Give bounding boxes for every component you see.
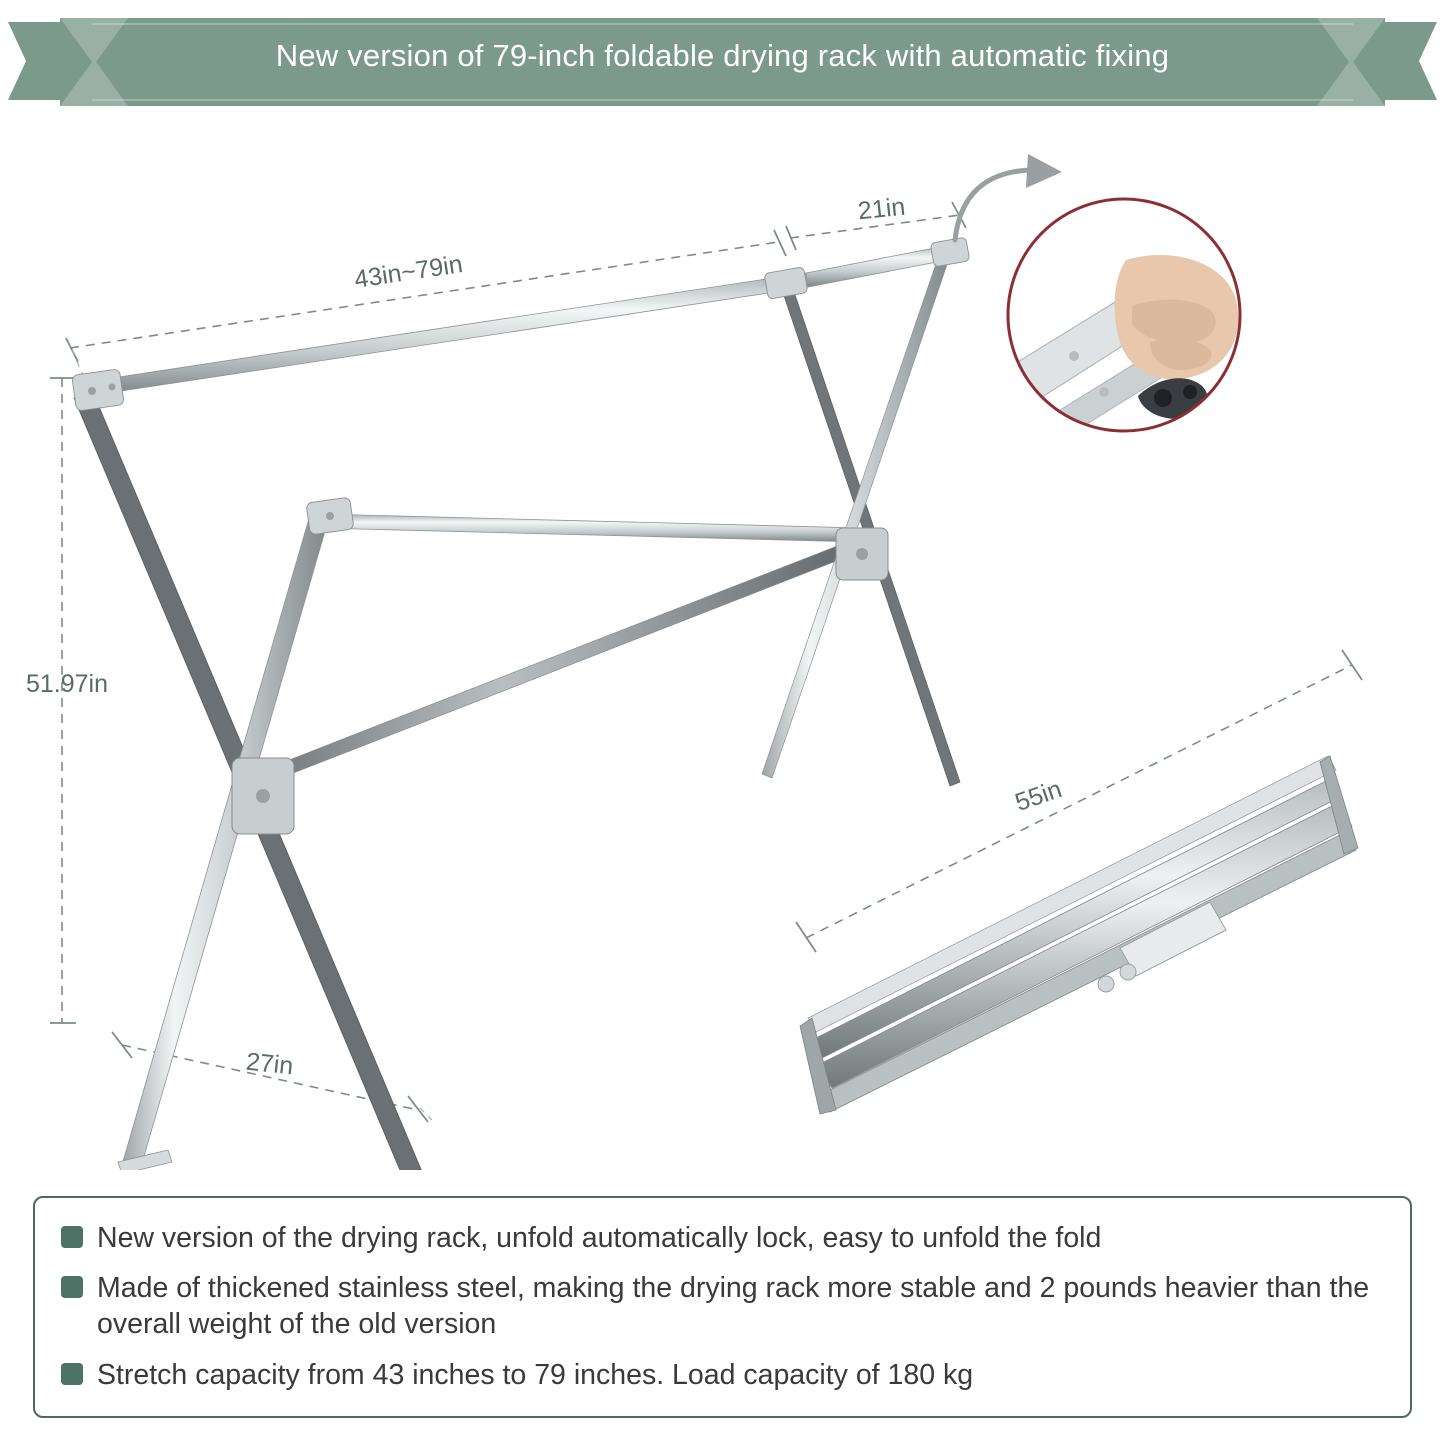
bullet-square-icon [61,1226,83,1248]
dimension-label-height: 51.97in [26,670,109,698]
dimension-label-width: 43in~79in [352,250,465,294]
dimension-label-base: 27in [244,1047,295,1081]
feature-list-panel [33,1196,1412,1418]
feature-text: Made of thickened stainless steel, making the drying rack more stable and 2 pounds heavier than the overall weight of the old version [97,1272,1370,1341]
bullet-square-icon [61,1276,83,1298]
feature-text: Stretch capacity from 43 inches to 79 inches. Load capacity of 180 kg [97,1358,974,1391]
page-title: New version of 79-inch foldable drying rack with automatic fixing [275,38,1170,73]
dimension-label-folded: 55in [1011,775,1066,817]
dimension-label-depth: 21in [856,192,907,226]
bullet-square-icon [61,1363,83,1385]
list-item [61,1270,1384,1342]
list-item [61,1220,1384,1256]
rack-illustration [0,110,1445,1170]
list-item [61,1357,1384,1393]
product-diagram [0,110,1445,1170]
header-banner [0,8,1445,113]
feature-text: New version of the drying rack, unfold automatically lock, easy to unfold the fold [97,1222,1102,1254]
